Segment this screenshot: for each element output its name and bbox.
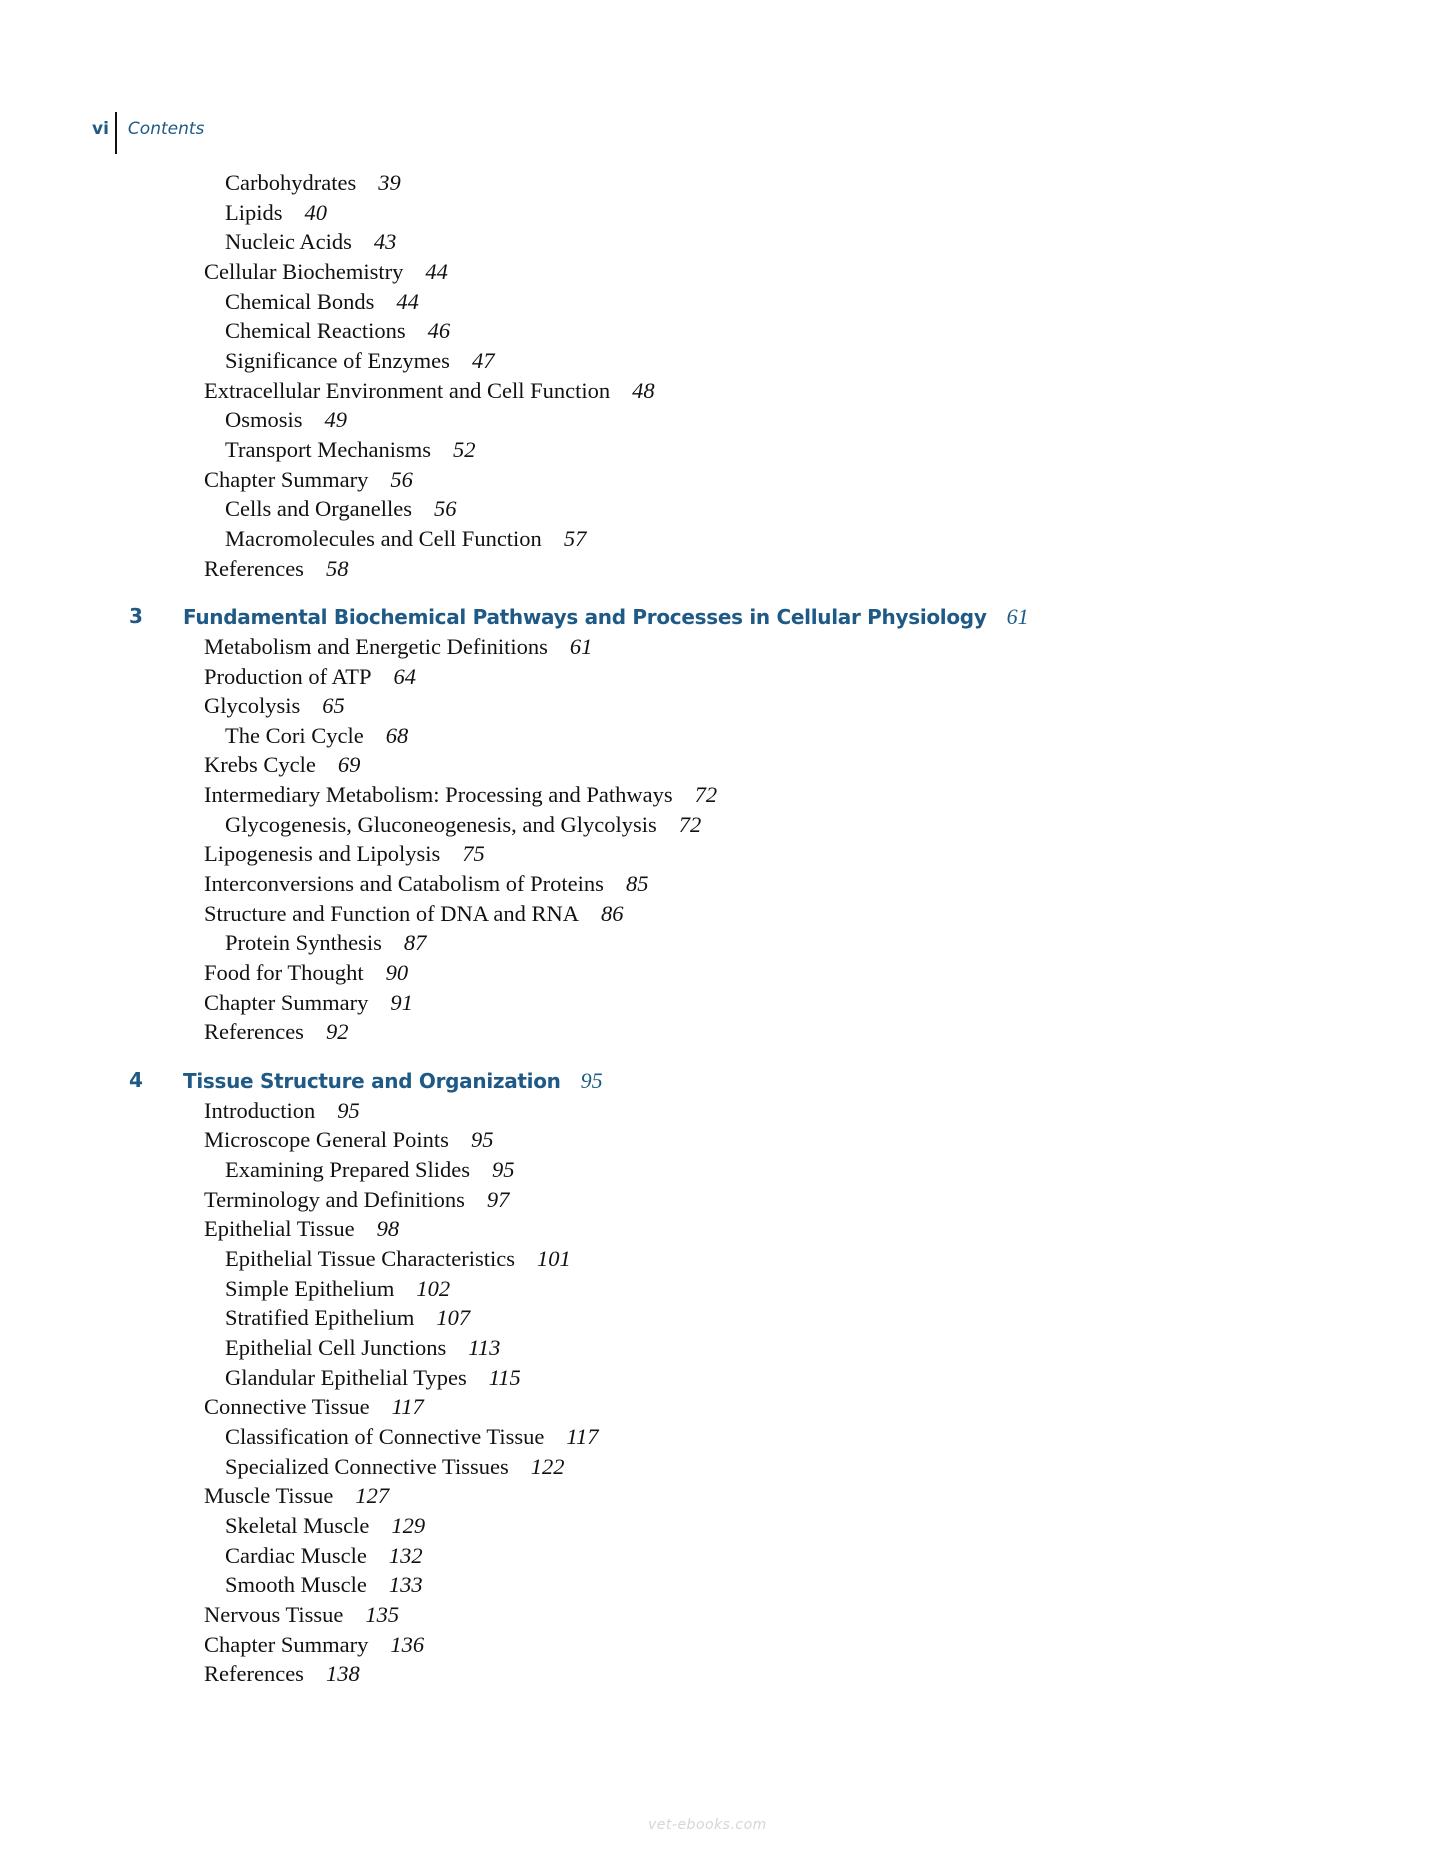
toc-entry[interactable] bbox=[0, 1659, 1445, 1689]
entry-page-number: 133 bbox=[388, 1572, 423, 1598]
toc-subentry[interactable] bbox=[0, 1244, 1445, 1274]
entry-page-number: 95 bbox=[337, 1097, 360, 1123]
toc-subentry[interactable] bbox=[0, 1570, 1445, 1600]
toc-entry[interactable] bbox=[0, 988, 1445, 1018]
toc-subentry[interactable] bbox=[0, 1333, 1445, 1363]
toc-subentry[interactable] bbox=[0, 316, 1445, 346]
entry-title: Terminology and Definitions bbox=[204, 1186, 465, 1212]
entry-page-number: 56 bbox=[434, 496, 457, 522]
toc-entry[interactable] bbox=[0, 465, 1445, 495]
entry-title: Chemical Reactions bbox=[225, 318, 406, 344]
entry-page-number: 72 bbox=[678, 811, 702, 837]
toc-subentry[interactable] bbox=[0, 524, 1445, 554]
entry-page-number: 138 bbox=[325, 1661, 360, 1687]
entry-title: Examining Prepared Slides bbox=[225, 1157, 470, 1182]
entry-page-number: 85 bbox=[625, 871, 649, 897]
entry-title: Glycolysis bbox=[204, 693, 301, 719]
entry-title: Cardiac Muscle bbox=[225, 1542, 367, 1568]
entry-title: Simple Epithelium bbox=[225, 1275, 395, 1301]
entry-page-number: 117 bbox=[391, 1394, 424, 1420]
toc-subentry[interactable] bbox=[0, 1303, 1445, 1333]
toc-entry[interactable] bbox=[0, 554, 1445, 584]
entry-title: Skeletal Muscle bbox=[225, 1512, 370, 1538]
toc-entry[interactable] bbox=[0, 869, 1445, 899]
toc-section-continued bbox=[0, 168, 1445, 583]
entry-page-number: 68 bbox=[385, 722, 409, 748]
entry-title: Interconversions and Catabolism of Proteins bbox=[204, 871, 604, 897]
entry-title: Stratified Epithelium bbox=[225, 1305, 415, 1331]
toc-entry[interactable] bbox=[0, 257, 1445, 287]
entry-page-number: 92 bbox=[325, 1019, 349, 1045]
entry-page-number: 127 bbox=[355, 1483, 390, 1509]
entry-page-number: 65 bbox=[322, 693, 345, 719]
running-head bbox=[92, 112, 204, 156]
entry-page-number: 136 bbox=[390, 1631, 425, 1657]
toc-subentry[interactable] bbox=[0, 1155, 1445, 1185]
entry-title: Muscle Tissue bbox=[204, 1483, 334, 1509]
entry-page-number: 135 bbox=[365, 1601, 400, 1627]
entry-page-number: 117 bbox=[566, 1423, 599, 1449]
entry-page-number: 69 bbox=[337, 752, 361, 778]
toc-subentry[interactable] bbox=[0, 435, 1445, 465]
toc-subentry[interactable] bbox=[0, 346, 1445, 376]
entry-page-number: 47 bbox=[471, 347, 495, 373]
entry-title: Cells and Organelles bbox=[225, 496, 413, 522]
entry-page-number: 113 bbox=[468, 1334, 501, 1360]
toc-subentry[interactable] bbox=[0, 810, 1445, 840]
entry-page-number: 86 bbox=[600, 900, 624, 926]
entry-page-number: 101 bbox=[536, 1245, 571, 1271]
toc-subentry[interactable] bbox=[0, 287, 1445, 317]
toc-entry[interactable] bbox=[0, 1392, 1445, 1422]
watermark: vet-ebooks.com bbox=[648, 1817, 767, 1833]
entry-page-number: 90 bbox=[385, 960, 409, 986]
entry-title: Epithelial Tissue Characteristics bbox=[225, 1245, 515, 1271]
entry-title: Cellular Biochemistry bbox=[204, 258, 404, 284]
toc-subentry[interactable] bbox=[0, 1541, 1445, 1571]
entry-title: The Cori Cycle bbox=[225, 722, 364, 748]
entry-title: Chapter Summary bbox=[204, 1631, 369, 1657]
entry-title: References bbox=[204, 1661, 304, 1687]
entry-page-number: 58 bbox=[325, 555, 349, 581]
chapter-title-text: Fundamental Biochemical Pathways and Processes in Cellular Physiology bbox=[183, 605, 987, 630]
toc-entry[interactable] bbox=[0, 1630, 1445, 1660]
entry-title: Krebs Cycle bbox=[204, 752, 316, 778]
toc-entry[interactable] bbox=[0, 1214, 1445, 1244]
entry-page-number: 44 bbox=[396, 288, 419, 314]
entry-title: Specialized Connective Tissues bbox=[225, 1453, 509, 1479]
page-number: vi bbox=[92, 119, 109, 139]
entry-page-number: 98 bbox=[376, 1216, 400, 1242]
chapter-4-entries bbox=[0, 1096, 1445, 1689]
toc-subentry[interactable] bbox=[0, 721, 1445, 751]
entry-title: Osmosis bbox=[225, 407, 303, 433]
toc-entry[interactable] bbox=[0, 839, 1445, 869]
entry-page-number: 43 bbox=[373, 229, 397, 255]
entry-title: Introduction bbox=[204, 1097, 316, 1123]
toc-entry[interactable] bbox=[0, 1017, 1445, 1047]
table-of-contents bbox=[0, 168, 1445, 1689]
entry-page-number: 72 bbox=[694, 782, 718, 808]
entry-page-number: 46 bbox=[427, 318, 451, 344]
chapter-heading-3[interactable] bbox=[0, 602, 1445, 632]
entry-title: Transport Mechanisms bbox=[225, 436, 432, 462]
entry-title: Smooth Muscle bbox=[225, 1572, 367, 1598]
entry-title: Chapter Summary bbox=[204, 466, 369, 492]
entry-page-number: 132 bbox=[388, 1542, 423, 1568]
entry-page-number: 107 bbox=[436, 1305, 471, 1331]
chapter-title bbox=[183, 1066, 603, 1097]
entry-title: Epithelial Tissue bbox=[204, 1216, 355, 1242]
toc-subentry[interactable] bbox=[0, 1422, 1445, 1452]
entry-page-number: 64 bbox=[393, 663, 417, 689]
chapter-title-text: Tissue Structure and Organization bbox=[183, 1069, 561, 1094]
entry-title: Extracellular Environment and Cell Function bbox=[204, 377, 611, 403]
toc-subentry[interactable] bbox=[0, 1363, 1445, 1393]
entry-page-number: 75 bbox=[462, 841, 485, 867]
running-head-title: Contents bbox=[127, 119, 205, 139]
entry-page-number: 57 bbox=[563, 525, 587, 551]
entry-page-number: 95 bbox=[491, 1157, 515, 1182]
toc-subentry[interactable] bbox=[0, 1511, 1445, 1541]
chapter-3-entries bbox=[0, 632, 1445, 1047]
entry-title: Chapter Summary bbox=[204, 989, 369, 1015]
entry-title: References bbox=[204, 1019, 304, 1045]
toc-entry[interactable] bbox=[0, 1096, 1445, 1126]
entry-page-number: 48 bbox=[632, 377, 655, 403]
chapter-page: 61 bbox=[1006, 604, 1029, 630]
entry-page-number: 95 bbox=[470, 1127, 494, 1153]
entry-title: Structure and Function of DNA and RNA bbox=[204, 900, 579, 926]
toc-entry[interactable] bbox=[0, 750, 1445, 780]
toc-subentry[interactable] bbox=[0, 1452, 1445, 1482]
toc-subentry[interactable] bbox=[0, 494, 1445, 524]
entry-page-number: 115 bbox=[488, 1364, 521, 1390]
entry-title: Glandular Epithelial Types bbox=[225, 1364, 467, 1390]
entry-page-number: 97 bbox=[486, 1186, 510, 1212]
entry-page-number: 40 bbox=[304, 199, 328, 225]
toc-subentry[interactable] bbox=[0, 405, 1445, 435]
entry-title: Carbohydrates bbox=[225, 170, 357, 195]
chapter-number: 3 bbox=[129, 604, 143, 629]
toc-subentry[interactable] bbox=[0, 168, 1445, 198]
entry-title: References bbox=[204, 555, 304, 581]
entry-page-number: 102 bbox=[416, 1275, 451, 1301]
entry-title: Nervous Tissue bbox=[204, 1601, 344, 1627]
entry-title: Nucleic Acids bbox=[225, 229, 352, 255]
toc-subentry[interactable] bbox=[0, 227, 1445, 257]
toc-entry[interactable] bbox=[0, 376, 1445, 406]
entry-title: Classification of Connective Tissue bbox=[225, 1423, 545, 1449]
entry-page-number: 87 bbox=[403, 930, 427, 956]
entry-title: Chemical Bonds bbox=[225, 288, 375, 314]
entry-page-number: 52 bbox=[453, 436, 476, 462]
entry-title: Significance of Enzymes bbox=[225, 347, 450, 373]
chapter-heading-4[interactable] bbox=[0, 1066, 1445, 1096]
toc-entry[interactable] bbox=[0, 1185, 1445, 1215]
chapter-number: 4 bbox=[129, 1068, 143, 1093]
toc-subentry[interactable] bbox=[0, 198, 1445, 228]
entry-title: Epithelial Cell Junctions bbox=[225, 1334, 447, 1360]
toc-entry[interactable] bbox=[0, 958, 1445, 988]
entry-page-number: 122 bbox=[530, 1453, 565, 1479]
toc-entry[interactable] bbox=[0, 662, 1445, 692]
toc-subentry[interactable] bbox=[0, 928, 1445, 958]
toc-entry[interactable] bbox=[0, 780, 1445, 810]
entry-page-number: 56 bbox=[390, 466, 413, 492]
entry-title: Metabolism and Energetic Definitions bbox=[204, 633, 548, 659]
entry-page-number: 61 bbox=[569, 633, 593, 659]
entry-page-number: 129 bbox=[391, 1512, 426, 1538]
toc-entry[interactable] bbox=[0, 1600, 1445, 1630]
chapter-page: 95 bbox=[580, 1068, 603, 1094]
toc-entry[interactable] bbox=[0, 1125, 1445, 1155]
toc-entry[interactable] bbox=[0, 632, 1445, 662]
entry-title: Production of ATP bbox=[204, 663, 372, 689]
toc-entry[interactable] bbox=[0, 1481, 1445, 1511]
toc-entry[interactable] bbox=[0, 899, 1445, 929]
entry-title: Lipids bbox=[225, 199, 283, 225]
entry-title: Protein Synthesis bbox=[225, 930, 382, 956]
entry-page-number: 39 bbox=[378, 170, 401, 195]
entry-page-number: 91 bbox=[390, 989, 413, 1015]
toc-entry[interactable] bbox=[0, 691, 1445, 721]
entry-title: Macromolecules and Cell Function bbox=[225, 525, 542, 551]
entry-title: Intermediary Metabolism: Processing and Pathways bbox=[204, 782, 673, 808]
entry-title: Lipogenesis and Lipolysis bbox=[204, 841, 441, 867]
chapter-title bbox=[183, 602, 1029, 633]
entry-title: Microscope General Points bbox=[204, 1127, 449, 1153]
entry-page-number: 44 bbox=[425, 258, 448, 284]
entry-title: Food for Thought bbox=[204, 960, 364, 986]
entry-title: Connective Tissue bbox=[204, 1394, 370, 1420]
toc-subentry[interactable] bbox=[0, 1274, 1445, 1304]
entry-page-number: 49 bbox=[324, 407, 348, 433]
entry-title: Glycogenesis, Gluconeogenesis, and Glycolysis bbox=[225, 811, 657, 837]
